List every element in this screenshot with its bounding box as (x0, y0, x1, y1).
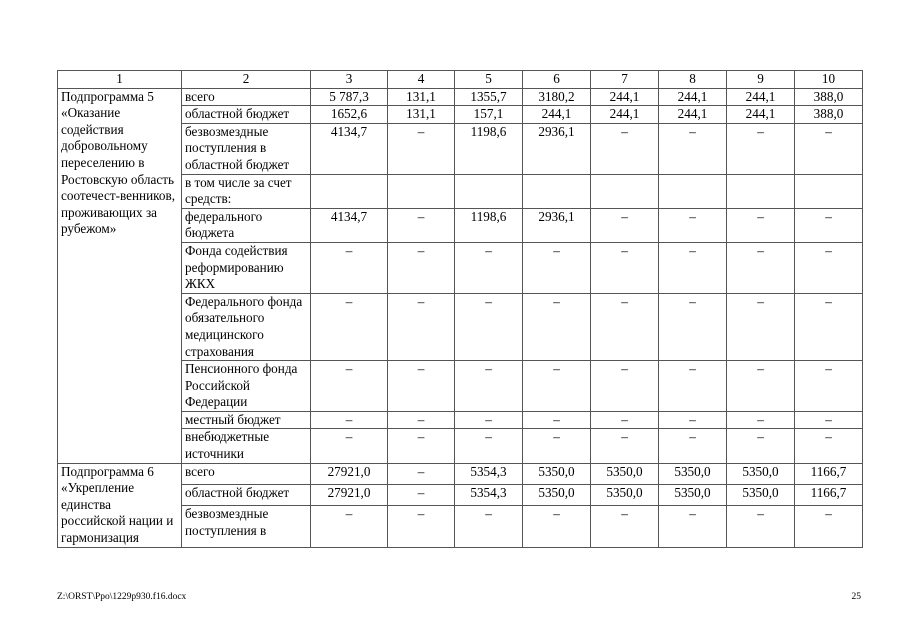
value-cell (591, 174, 659, 208)
value-cell: 244,1 (727, 88, 795, 106)
value-cell: 244,1 (523, 106, 591, 124)
funding-source-cell: Фонда содействия реформированию ЖКХ (182, 242, 311, 293)
value-cell (455, 174, 523, 208)
value-cell: 244,1 (659, 88, 727, 106)
header-cell: 6 (523, 71, 591, 89)
header-cell: 5 (455, 71, 523, 89)
value-cell: – (659, 361, 727, 412)
value-cell: – (455, 361, 523, 412)
value-cell: 4134,7 (311, 123, 388, 174)
funding-source-cell: в том числе за счет средств: (182, 174, 311, 208)
value-cell: – (455, 429, 523, 463)
value-cell: – (523, 429, 591, 463)
value-cell: – (727, 506, 795, 547)
funding-source-cell: всего (182, 463, 311, 484)
value-cell: – (659, 123, 727, 174)
value-cell: 5350,0 (727, 463, 795, 484)
funding-source-cell: всего (182, 88, 311, 106)
value-cell: – (795, 429, 863, 463)
value-cell: 157,1 (455, 106, 523, 124)
value-cell (388, 174, 455, 208)
value-cell: – (591, 506, 659, 547)
header-row (58, 71, 863, 89)
value-cell: – (388, 484, 455, 505)
value-cell: 1198,6 (455, 123, 523, 174)
value-cell (659, 174, 727, 208)
value-cell: – (523, 506, 591, 547)
value-cell: – (727, 242, 795, 293)
value-cell: – (311, 293, 388, 360)
value-cell: 5 787,3 (311, 88, 388, 106)
value-cell: 5350,0 (591, 484, 659, 505)
value-cell: 5350,0 (591, 463, 659, 484)
header-cell: 3 (311, 71, 388, 89)
funding-source-cell: Пенсионного фонда Российской Федерации (182, 361, 311, 412)
value-cell: 131,1 (388, 106, 455, 124)
value-cell: – (659, 293, 727, 360)
value-cell: – (311, 242, 388, 293)
funding-source-cell: внебюджетные источники (182, 429, 311, 463)
funding-source-cell: областной бюджет (182, 484, 311, 505)
header-cell: 8 (659, 71, 727, 89)
value-cell: – (523, 242, 591, 293)
value-cell (523, 174, 591, 208)
value-cell: – (727, 293, 795, 360)
value-cell: – (591, 429, 659, 463)
value-cell: 388,0 (795, 106, 863, 124)
value-cell: 1652,6 (311, 106, 388, 124)
value-cell: 244,1 (591, 106, 659, 124)
value-cell: 1198,6 (455, 208, 523, 242)
value-cell: – (727, 411, 795, 429)
value-cell: – (659, 208, 727, 242)
value-cell (795, 174, 863, 208)
value-cell: – (795, 208, 863, 242)
value-cell: 27921,0 (311, 463, 388, 484)
value-cell: – (727, 429, 795, 463)
value-cell: – (591, 208, 659, 242)
value-cell: – (388, 463, 455, 484)
value-cell: – (727, 208, 795, 242)
value-cell: 388,0 (795, 88, 863, 106)
value-cell: 3180,2 (523, 88, 591, 106)
value-cell: – (659, 429, 727, 463)
value-cell: – (388, 429, 455, 463)
value-cell: – (795, 506, 863, 547)
value-cell: 1166,7 (795, 463, 863, 484)
value-cell: – (311, 429, 388, 463)
value-cell: – (388, 123, 455, 174)
value-cell: – (591, 123, 659, 174)
budget-table (57, 70, 863, 548)
page-number: 25 (851, 592, 861, 602)
value-cell: – (795, 361, 863, 412)
value-cell: 2936,1 (523, 208, 591, 242)
funding-source-cell: Федерального фонда обязательного медицинского страхования (182, 293, 311, 360)
value-cell: 5350,0 (523, 484, 591, 505)
value-cell: – (311, 361, 388, 412)
value-cell: – (388, 293, 455, 360)
value-cell: 244,1 (727, 106, 795, 124)
program-name-cell: Подпрограмма 5 «Оказание содействия добровольному переселению в Ростовскую область соотечест-венников, проживающих за рубежом» (58, 88, 182, 463)
header-cell: 1 (58, 71, 182, 89)
value-cell: – (659, 506, 727, 547)
header-cell: 10 (795, 71, 863, 89)
value-cell: 5350,0 (659, 463, 727, 484)
value-cell: – (388, 411, 455, 429)
value-cell: – (311, 411, 388, 429)
table-row (58, 88, 863, 106)
value-cell: – (388, 506, 455, 547)
value-cell (727, 174, 795, 208)
header-cell: 9 (727, 71, 795, 89)
footer-file-path: Z:\ORST\Ppo\1229p930.f16.docx (57, 592, 187, 602)
value-cell: – (523, 361, 591, 412)
value-cell: 27921,0 (311, 484, 388, 505)
value-cell: 4134,7 (311, 208, 388, 242)
value-cell: – (795, 242, 863, 293)
value-cell: – (727, 361, 795, 412)
value-cell: – (455, 411, 523, 429)
value-cell: – (523, 411, 591, 429)
value-cell: – (388, 361, 455, 412)
value-cell: – (388, 242, 455, 293)
value-cell: – (591, 411, 659, 429)
value-cell: 1355,7 (455, 88, 523, 106)
value-cell: 5354,3 (455, 463, 523, 484)
value-cell: – (795, 123, 863, 174)
program-name-cell: Подпрограмма 6 «Укрепление единства российской нации и гармонизация (58, 463, 182, 547)
funding-source-cell: безвозмездные поступления в (182, 506, 311, 547)
value-cell: – (455, 242, 523, 293)
value-cell: – (311, 506, 388, 547)
value-cell: – (591, 293, 659, 360)
value-cell: 244,1 (659, 106, 727, 124)
value-cell: 5350,0 (659, 484, 727, 505)
funding-source-cell: федерального бюджета (182, 208, 311, 242)
value-cell: 5354,3 (455, 484, 523, 505)
header-cell: 4 (388, 71, 455, 89)
value-cell: – (523, 293, 591, 360)
table-row (58, 463, 863, 484)
value-cell: – (591, 361, 659, 412)
header-cell: 7 (591, 71, 659, 89)
header-cell: 2 (182, 71, 311, 89)
value-cell: – (659, 411, 727, 429)
value-cell: – (795, 293, 863, 360)
value-cell: – (455, 506, 523, 547)
value-cell: – (795, 411, 863, 429)
value-cell: 244,1 (591, 88, 659, 106)
value-cell: 1166,7 (795, 484, 863, 505)
value-cell: – (727, 123, 795, 174)
value-cell: 5350,0 (523, 463, 591, 484)
value-cell: 2936,1 (523, 123, 591, 174)
value-cell: – (659, 242, 727, 293)
funding-source-cell: местный бюджет (182, 411, 311, 429)
value-cell: – (591, 242, 659, 293)
funding-source-cell: безвозмездные поступления в областной бюджет (182, 123, 311, 174)
value-cell: – (455, 293, 523, 360)
value-cell: – (388, 208, 455, 242)
funding-source-cell: областной бюджет (182, 106, 311, 124)
value-cell: 5350,0 (727, 484, 795, 505)
value-cell (311, 174, 388, 208)
value-cell: 131,1 (388, 88, 455, 106)
